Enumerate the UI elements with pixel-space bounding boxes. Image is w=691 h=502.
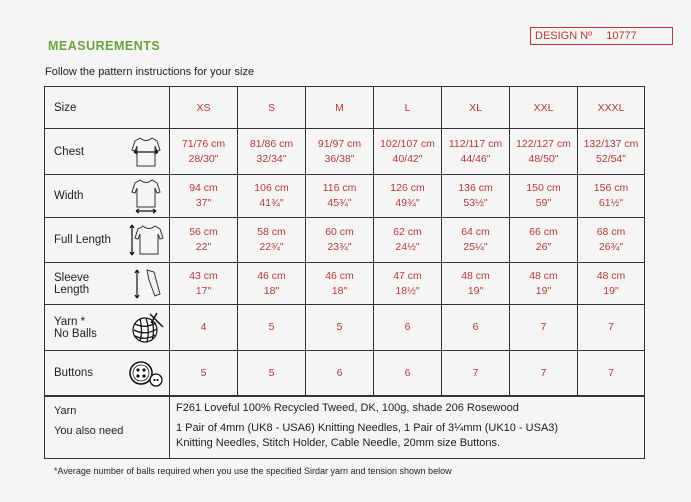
cell-value: 18" bbox=[263, 284, 280, 297]
cell-value: 60 cm bbox=[325, 226, 354, 238]
also-need-description: 1 Pair of 4mm (UK8 - USA6) Knitting Needles, 1 Pair of 3¼mm (UK10 - USA3) bbox=[176, 422, 559, 434]
cell-value: 132/137 cm bbox=[583, 137, 639, 150]
table-row bbox=[45, 263, 645, 305]
row-label: Full Length bbox=[45, 218, 123, 263]
row-label: Width bbox=[45, 175, 123, 218]
table-row bbox=[45, 218, 645, 263]
cell-value: 52/54" bbox=[595, 152, 626, 165]
also-need-label: You also need bbox=[54, 425, 124, 437]
button-icon bbox=[127, 356, 165, 390]
size-header-row bbox=[45, 87, 645, 129]
row-label: Chest bbox=[45, 129, 123, 175]
cell-value: 19" bbox=[603, 284, 619, 297]
design-number-box bbox=[530, 27, 673, 45]
cell-value: 66 cm bbox=[529, 226, 558, 238]
cell-value: 49¾" bbox=[395, 197, 420, 209]
table-row bbox=[45, 129, 645, 175]
cell-value: 68 cm bbox=[596, 226, 626, 238]
design-label: DESIGN Nº bbox=[535, 30, 593, 42]
design-number: 10777 bbox=[606, 30, 637, 42]
cell-value: 5 bbox=[238, 305, 306, 351]
cell-value: 112/117 cm bbox=[448, 137, 503, 150]
cell-value: 44/46" bbox=[460, 152, 491, 165]
size-header: S bbox=[238, 87, 306, 129]
page-title: MEASUREMENTS bbox=[48, 39, 161, 53]
cell-value: 91/97 cm bbox=[317, 137, 362, 150]
cell-value: 23¾" bbox=[327, 241, 352, 253]
cell-value: 28/30" bbox=[188, 152, 219, 165]
cell-value: 19" bbox=[467, 284, 484, 297]
full-length-icon bbox=[127, 221, 165, 259]
cell-value: 7 bbox=[578, 351, 645, 396]
cell-value: 43 cm bbox=[189, 269, 218, 282]
cell-value: 19" bbox=[535, 284, 552, 297]
instructions-text: Follow the pattern instructions for your size bbox=[45, 66, 255, 78]
cell-value: 5 bbox=[306, 305, 374, 351]
table-row bbox=[45, 175, 645, 218]
cell-value: 47 cm bbox=[393, 269, 422, 282]
cell-value: 24½" bbox=[395, 241, 420, 253]
cell-value: 94 cm bbox=[189, 182, 218, 194]
footnote: *Average number of balls required when you use the specified Sirdar yarn and tension shown below bbox=[54, 466, 452, 476]
cell-value: 7 bbox=[442, 351, 510, 396]
chest-icon bbox=[127, 134, 165, 170]
cell-value: 126 cm bbox=[390, 182, 425, 194]
size-header: L bbox=[374, 87, 442, 129]
cell-value: 40/42" bbox=[392, 152, 423, 165]
yarn-ball-icon bbox=[127, 309, 165, 347]
row-label: Buttons bbox=[45, 351, 123, 396]
cell-value: 36/38" bbox=[324, 152, 355, 165]
cell-value: 48 cm bbox=[529, 269, 558, 282]
cell-value: 156 cm bbox=[593, 182, 629, 194]
cell-value: 106 cm bbox=[254, 182, 289, 194]
cell-value: 53½" bbox=[463, 197, 488, 209]
cell-value: 102/107 cm bbox=[380, 137, 435, 150]
cell-value: 32/34" bbox=[256, 152, 287, 165]
cell-value: 48 cm bbox=[596, 269, 626, 282]
cell-value: 6 bbox=[374, 351, 442, 396]
cell-value: 46 cm bbox=[325, 269, 354, 282]
row-label: Length bbox=[54, 283, 90, 296]
cell-value: 26" bbox=[535, 241, 552, 253]
width-icon bbox=[127, 177, 165, 215]
measurements-table bbox=[44, 86, 645, 396]
size-header: XL bbox=[442, 87, 510, 129]
table-row bbox=[45, 351, 645, 396]
cell-value: 122/127 cm bbox=[516, 137, 571, 150]
cell-value: 61½" bbox=[598, 197, 624, 209]
cell-value: 26¾" bbox=[598, 241, 624, 253]
size-header: M bbox=[306, 87, 374, 129]
cell-value: 59" bbox=[535, 197, 552, 209]
size-header: XXL bbox=[510, 87, 578, 129]
cell-value: 5 bbox=[238, 351, 306, 396]
cell-value: 22¾" bbox=[259, 241, 284, 253]
cell-value: 58 cm bbox=[257, 226, 286, 238]
cell-value: 22" bbox=[195, 241, 212, 253]
yarn-description: F261 Loveful 100% Recycled Tweed, DK, 100g, shade 206 Rosewood bbox=[176, 402, 519, 414]
size-header: XXXL bbox=[578, 87, 645, 129]
cell-value: 45¾" bbox=[327, 197, 352, 209]
row-label: Yarn * bbox=[54, 315, 86, 328]
cell-value: 136 cm bbox=[458, 182, 493, 194]
cell-value: 41¾" bbox=[259, 197, 284, 209]
cell-value: 116 cm bbox=[322, 182, 357, 194]
table-row bbox=[45, 305, 645, 351]
cell-value: 5 bbox=[170, 351, 238, 396]
cell-value: 6 bbox=[374, 305, 442, 351]
also-need-description: Knitting Needles, Stitch Holder, Cable Needle, 20mm size Buttons. bbox=[176, 437, 501, 449]
cell-value: 6 bbox=[306, 351, 374, 396]
sleeve-length-icon bbox=[127, 266, 165, 302]
materials-table bbox=[44, 396, 645, 459]
cell-value: 81/86 cm bbox=[249, 137, 294, 150]
cell-value: 6 bbox=[442, 305, 510, 351]
cell-value: 18½" bbox=[395, 284, 420, 297]
cell-value: 48/50" bbox=[528, 152, 559, 165]
row-label: Sleeve bbox=[54, 271, 90, 284]
size-header-label: Size bbox=[45, 87, 170, 129]
yarn-label: Yarn bbox=[54, 405, 77, 417]
cell-value: 56 cm bbox=[189, 226, 218, 238]
cell-value: 18" bbox=[331, 284, 348, 297]
size-header: XS bbox=[170, 87, 238, 129]
cell-value: 37" bbox=[195, 197, 212, 209]
cell-value: 48 cm bbox=[461, 269, 490, 282]
cell-value: 150 cm bbox=[526, 182, 561, 194]
cell-value: 25¼" bbox=[463, 241, 488, 253]
cell-value: 64 cm bbox=[461, 226, 490, 238]
cell-value: 4 bbox=[170, 305, 238, 351]
row-label: No Balls bbox=[54, 327, 97, 340]
cell-value: 62 cm bbox=[393, 226, 422, 238]
cell-value: 46 cm bbox=[257, 269, 286, 282]
cell-value: 7 bbox=[510, 305, 578, 351]
cell-value: 7 bbox=[510, 351, 578, 396]
cell-value: 17" bbox=[195, 284, 212, 297]
cell-value: 7 bbox=[578, 305, 645, 351]
cell-value: 71/76 cm bbox=[181, 137, 226, 150]
